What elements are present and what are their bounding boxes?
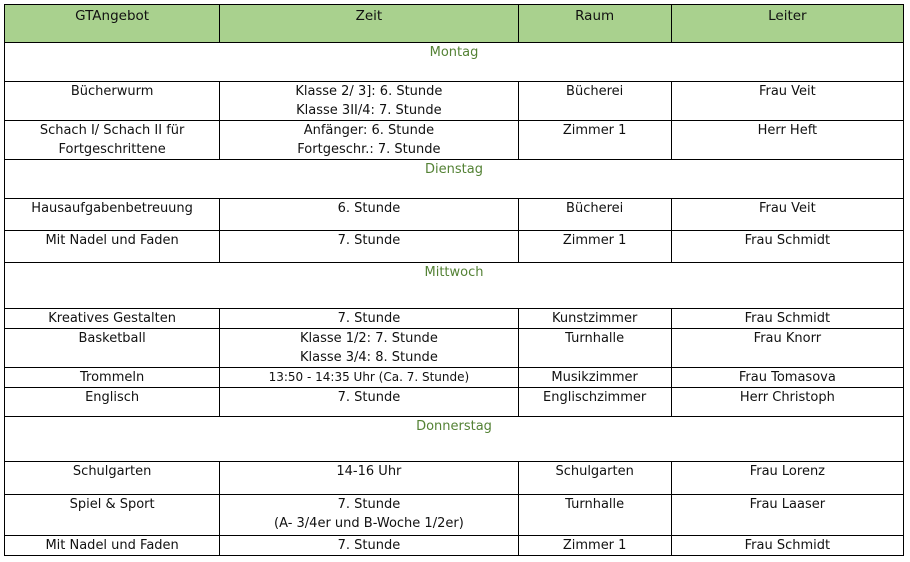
cell-leiter: Frau Knorr	[671, 329, 903, 368]
angebot-line: Mit Nadel und Faden	[45, 538, 179, 553]
cell-zeit	[220, 462, 518, 495]
cell-zeit	[220, 231, 518, 263]
cell-angebot	[5, 82, 220, 121]
cell-leiter: Frau Tomasova	[671, 368, 903, 388]
cell-raum: Musikzimmer	[518, 368, 671, 388]
cell-zeit	[220, 199, 518, 231]
cell-zeit	[220, 536, 518, 556]
zeit-line: 7. Stunde	[337, 497, 401, 512]
table-row	[5, 536, 904, 556]
zeit-line: Anfänger: 6. Stunde	[303, 123, 435, 138]
cell-leiter: Frau Veit	[671, 82, 903, 121]
cell-zeit	[220, 82, 518, 121]
table-row	[5, 329, 904, 368]
cell-leiter: Frau Schmidt	[671, 536, 903, 556]
zeit-line: (A- 3/4er und B-Woche 1/2er)	[274, 516, 464, 531]
header-zeit: Zeit	[220, 5, 518, 43]
zeit-line: 14-16 Uhr	[336, 464, 402, 479]
zeit-line: 7. Stunde	[337, 538, 401, 553]
table-row	[5, 388, 904, 417]
cell-leiter: Herr Heft	[671, 121, 903, 160]
angebot-line: Bücherwurm	[70, 84, 154, 99]
day-label: Montag	[5, 43, 904, 82]
zeit-line: 7. Stunde	[337, 311, 401, 326]
cell-raum: Bücherei	[518, 199, 671, 231]
day-row-dienstag	[5, 160, 904, 199]
cell-leiter: Frau Lorenz	[671, 462, 903, 495]
day-label: Dienstag	[5, 160, 904, 199]
zeit-line: 7. Stunde	[337, 390, 401, 405]
table-row	[5, 495, 904, 536]
cell-angebot	[5, 231, 220, 263]
cell-angebot	[5, 462, 220, 495]
angebot-line: Basketball	[78, 331, 146, 346]
cell-angebot	[5, 536, 220, 556]
cell-raum: Bücherei	[518, 82, 671, 121]
cell-angebot	[5, 121, 220, 160]
cell-zeit	[220, 309, 518, 329]
day-row-mittwoch	[5, 263, 904, 309]
angebot-line: Schulgarten	[72, 464, 152, 479]
header-raum: Raum	[518, 5, 671, 43]
cell-raum: Zimmer 1	[518, 231, 671, 263]
cell-angebot	[5, 368, 220, 388]
cell-raum: Englischzimmer	[518, 388, 671, 417]
cell-raum: Zimmer 1	[518, 536, 671, 556]
cell-angebot	[5, 388, 220, 417]
angebot-line: Schach I/ Schach II für	[39, 123, 185, 138]
day-label: Donnerstag	[5, 417, 904, 462]
table-row	[5, 82, 904, 121]
zeit-line: Klasse 2/ 3]: 6. Stunde	[295, 84, 443, 99]
cell-zeit	[220, 368, 518, 388]
cell-raum: Zimmer 1	[518, 121, 671, 160]
cell-raum: Turnhalle	[518, 495, 671, 536]
angebot-line: Kreatives Gestalten	[48, 311, 176, 326]
zeit-line: Fortgeschr.: 7. Stunde	[297, 142, 441, 157]
cell-zeit	[220, 121, 518, 160]
header-row	[5, 5, 904, 43]
header-angebot: GTAngebot	[5, 5, 220, 43]
angebot-line: Mit Nadel und Faden	[45, 233, 179, 248]
header-leiter: Leiter	[671, 5, 903, 43]
table-row	[5, 462, 904, 495]
cell-angebot	[5, 309, 220, 329]
table-row	[5, 309, 904, 329]
cell-zeit	[220, 388, 518, 417]
gt-angebot-table	[4, 4, 904, 556]
cell-leiter: Frau Schmidt	[671, 309, 903, 329]
cell-raum: Turnhalle	[518, 329, 671, 368]
zeit-line: 13:50 - 14:35 Uhr (Ca. 7. Stunde)	[268, 370, 470, 384]
cell-leiter: Herr Christoph	[671, 388, 903, 417]
cell-leiter: Frau Schmidt	[671, 231, 903, 263]
zeit-line: Klasse 3II/4: 7. Stunde	[296, 103, 442, 118]
zeit-line: Klasse 1/2: 7. Stunde	[299, 331, 438, 346]
zeit-line: Klasse 3/4: 8. Stunde	[299, 350, 438, 365]
day-row-montag	[5, 43, 904, 82]
cell-raum: Kunstzimmer	[518, 309, 671, 329]
zeit-line: 6. Stunde	[337, 201, 401, 216]
cell-angebot	[5, 329, 220, 368]
angebot-line: Trommeln	[80, 370, 145, 385]
day-row-donnerstag	[5, 417, 904, 462]
table-row	[5, 231, 904, 263]
angebot-line: Hausaufgabenbetreuung	[31, 201, 193, 216]
zeit-line: 7. Stunde	[337, 233, 401, 248]
table-row	[5, 368, 904, 388]
angebot-line: Fortgeschrittene	[58, 142, 166, 157]
day-label: Mittwoch	[5, 263, 904, 309]
angebot-line: Englisch	[85, 390, 140, 405]
table-row	[5, 199, 904, 231]
angebot-line: Spiel & Sport	[69, 497, 155, 512]
cell-zeit	[220, 495, 518, 536]
cell-leiter: Frau Laaser	[671, 495, 903, 536]
cell-angebot	[5, 495, 220, 536]
cell-angebot	[5, 199, 220, 231]
table-row	[5, 121, 904, 160]
cell-leiter: Frau Veit	[671, 199, 903, 231]
cell-zeit	[220, 329, 518, 368]
cell-raum: Schulgarten	[518, 462, 671, 495]
